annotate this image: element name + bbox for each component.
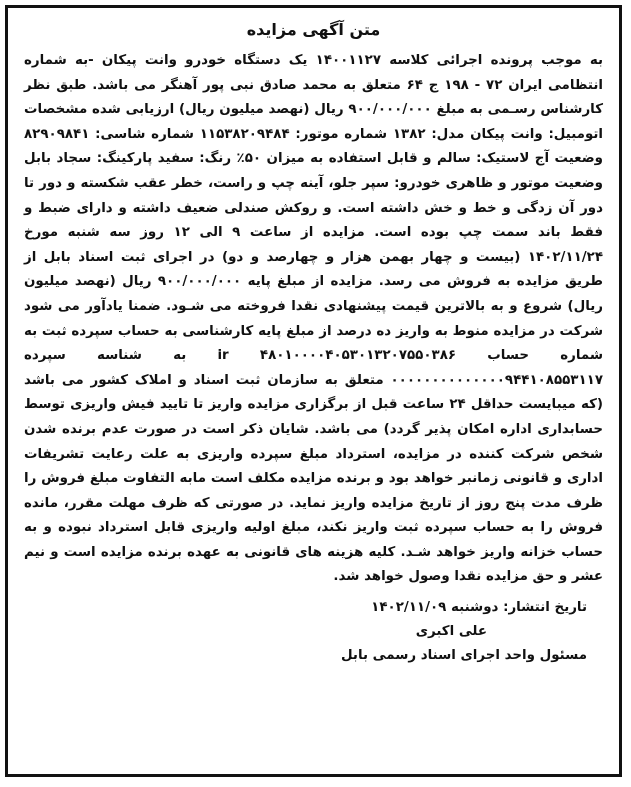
- notice-paragraph: به موجب پرونده اجرائی کلاسه ۱۴۰۰۱۱۲۷ یک دستگاه خودرو وانت پیکان -به شماره انتظامی ایران ۷۲ - ۱۹۸ ج ۶۴ متعلق به محمد صادق نبی پور آهنگر می باشد. طبق نظر کارشناس رسـمی به مبلغ ۹۰۰/۰۰۰/۰۰۰ ریال (نهصد میلیون ریال) ارزیابی شده مشخصات اتومبیل: وانت پیکان مدل: ۱۳۸۲ شماره موتور: ۱۱۵۳۸۲۰۹۴۸۴ شماره شاسی: ۸۲۹۰۹۸۴۱ وضعیت آج لاستیک: سالم و قابل استفاده به میزان ۵۰٪ رنگ: سفید پارکینگ: سجاد بابل وضعیت موتور و ظاهری خودرو: سپر جلو، آینه چپ و راست، خطر عقب شکسته و دور تا دور آن زدگی و خط و خش داشته است. و روکش صندلی ضعیف داشته و دارای ضبط و فقط باند سمت چپ بوده است. مزایده از ساعت ۹ الی ۱۲ روز سه شنبه مورخ ۱۴۰۲/۱۱/۲۴ (بیست و چهار بهمن هزار و چهارصد و دو) در اجرای ثبت اسناد بابل از طریق مزایده به فروش می رسد. مزایده از مبلغ پایه ۹۰۰/۰۰۰/۰۰۰ ریال (نهصد میلیون ریال) شروع و به بالاترین قیمت پیشنهادی نقدا فروخته می شـود. ضمنا یادآور می شود شرکت در مزایده منوط به واریز ده درصد از مبلغ پایه کارشناسی به حساب سپرده ثبت به شماره حساب ۴۸۰۱۰۰۰۰۴۰۵۳۰۱۳۲۰۷۵۵۰۳۸۶ ir به شناسه سپرده ۰۰۰۰۰۰۰۰۰۰۰۰۰۰۹۴۴۱۰۸۵۵۳۱۱۷ متعلق به سازمان ثبت اسناد و املاک کشور می باشد (که میبایست حداقل ۲۴ ساعت قبل از برگزاری مزایده واریز تا تایید فیش واریزی توسط حسابداری اداره امکان پذیر گردد) می باشد. شایان ذکر است در صورت عدم برنده شدن شخص شرکت کننده در مزایده، استرداد مبلغ سپرده واریزی به علت رعایت تشریفات اداری و قانونی زمانبر خواهد بود و برنده مزایده مکلف است مابه التفاوت مبلغ فروش را ظرف مدت پنج روز از تاریخ مزایده واریز نماید. در صورتی که ظرف مهلت مقرر، مانده فروش را به حساب سپرده ثبت واریز نکند، مبلغ اولیه واریزی قابل استرداد نبوده و به حساب خزانه واریز خواهد شـد. کلیه هزینه های قانونی به عهده برنده مزایده است و نیم عشر و حق مزایده نقدا وصول خواهد شد.: [24, 53, 604, 585]
- publish-date: تاریخ انتشار: دوشنبه ۱۴۰۲/۱۱/۰۹: [371, 600, 587, 616]
- notice-content: [14, 14, 613, 768]
- notice-title: متن آگهی مزایده: [246, 20, 381, 39]
- notice-body: [14, 49, 613, 590]
- signer-name: علی اکبری: [415, 624, 487, 640]
- notice-frame: [5, 5, 622, 777]
- notice-footer: [14, 596, 613, 668]
- signer-office: مسئول واحد اجرای اسناد رسمی بابل: [340, 648, 587, 664]
